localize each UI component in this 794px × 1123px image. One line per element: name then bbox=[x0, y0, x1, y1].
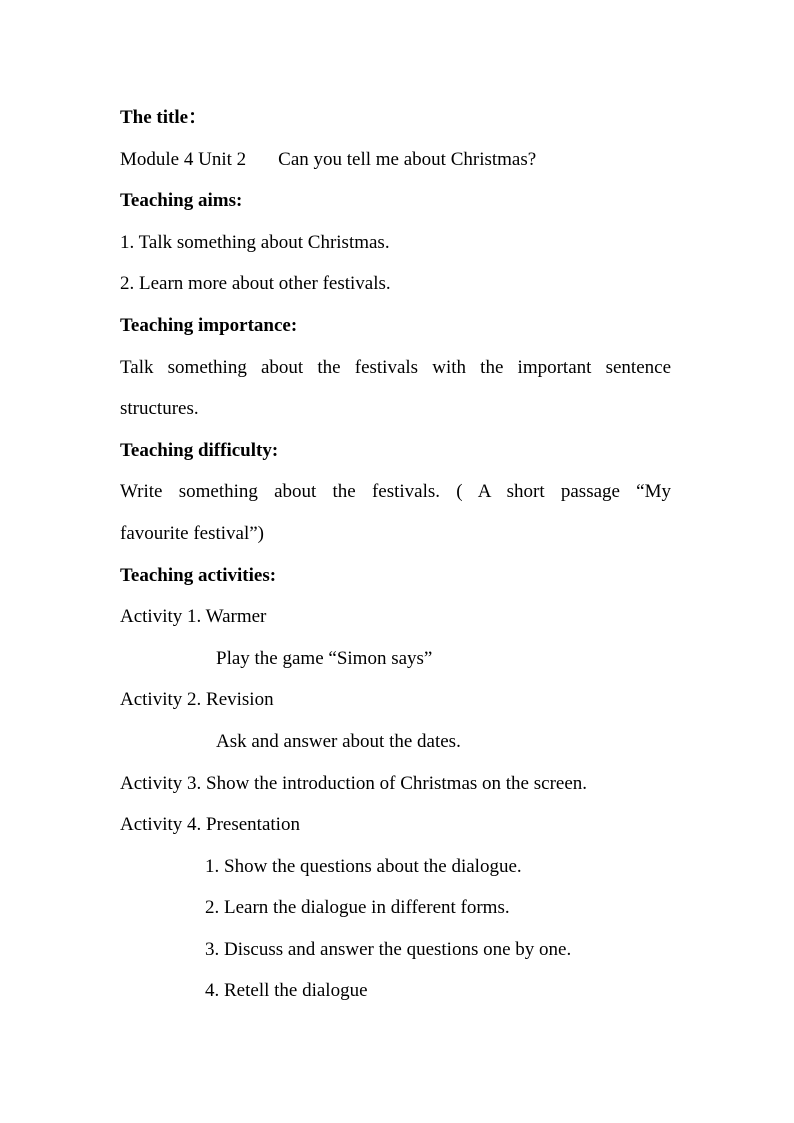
activity-4-title: Activity 4. Presentation bbox=[120, 814, 300, 836]
title-heading: The title： bbox=[120, 107, 208, 128]
activity-2-detail: Ask and answer about the dates. bbox=[216, 730, 461, 752]
importance-line-1: Talk something about the festivals with the important sentence bbox=[120, 356, 671, 378]
activity-4-step-4: 4. Retell the dialogue bbox=[205, 980, 368, 1002]
importance-heading: Teaching importance: bbox=[120, 314, 298, 336]
difficulty-line-2: favourite festival”) bbox=[120, 522, 265, 544]
activity-4-step-1: 1. Show the questions about the dialogue. bbox=[205, 855, 522, 877]
activity-3-title: Activity 3. Show the introduction of Christmas on the screen. bbox=[120, 772, 588, 794]
activity-4-step-3: 3. Discuss and answer the questions one by one. bbox=[205, 938, 572, 960]
document-page bbox=[120, 97, 671, 1012]
title-module: Module 4 Unit 2 bbox=[120, 148, 247, 170]
activity-1-title: Activity 1. Warmer bbox=[120, 606, 267, 628]
title-line bbox=[120, 139, 671, 181]
aim-item-1: 1. Talk something about Christmas. bbox=[120, 231, 390, 253]
activities-heading: Teaching activities: bbox=[120, 564, 277, 586]
aim-item-2: 2. Learn more about other festivals. bbox=[120, 273, 391, 295]
difficulty-heading: Teaching difficulty: bbox=[120, 439, 279, 461]
activity-4-step-2: 2. Learn the dialogue in different forms. bbox=[205, 897, 510, 919]
title-text: Can you tell me about Christmas? bbox=[278, 148, 537, 170]
aims-heading: Teaching aims: bbox=[120, 190, 243, 212]
activity-2-title: Activity 2. Revision bbox=[120, 689, 274, 711]
difficulty-line-1: Write something about the festivals. ( A short passage “My bbox=[120, 481, 671, 503]
activity-1-detail: Play the game “Simon says” bbox=[216, 647, 433, 669]
importance-line-2: structures. bbox=[120, 398, 199, 420]
